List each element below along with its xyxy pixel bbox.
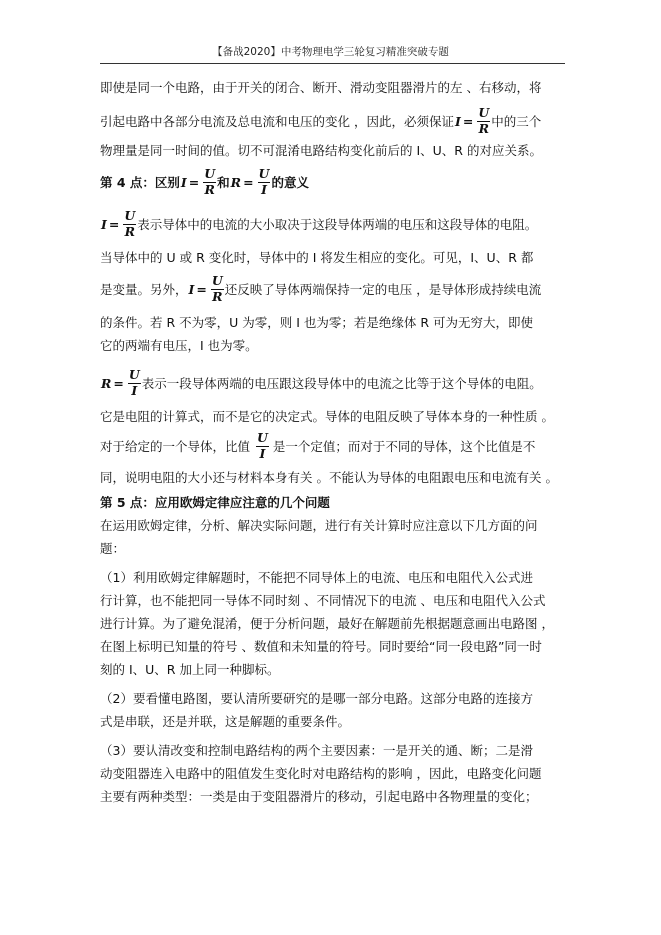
page-header: 【备战2020】中考物理电学三轮复习精准突破专题 [212, 46, 449, 58]
s4-line8: 对于给定的一个导体，比值 $\frac{U}{I}$ 是一个定值；而对于不同的导体，这个比值是不 [100, 430, 536, 461]
s5-item2-line1: （2）要看懂电路图，要认清所要研究的是哪一部分电路。这部分电路的连接方 [100, 691, 533, 706]
header-rule [100, 63, 565, 64]
document-body [100, 72, 570, 806]
formula-i-eq-u-over-r: I = $\frac{U}{R}$ [454, 105, 490, 136]
formula-i-eq-u-over-r: I = $\frac{U}{R}$ [180, 166, 216, 197]
s4-line5: 它的两端有电压，I 也为零。 [100, 338, 258, 353]
s4-line7: 它是电阻的计算式，而不是它的决定式。导体的电阻反映了导体本身的一种性质 。 [100, 409, 554, 424]
s4-line3: 是变量。另外， I = $\frac{U}{R}$ 还反映了导体两端保持一定的电压 ，是导体形成持续电流 [100, 273, 542, 304]
section5-title: 第 5 点：应用欧姆定律应注意的几个问题 [100, 495, 330, 510]
s5-item3-line1: （3）要认清改变和控制电路结构的两个主要因素：一是开关的通、断；二是滑 [100, 743, 533, 758]
formula-i-eq-u-over-r: I = $\frac{U}{R}$ [188, 273, 223, 304]
formula-i-eq-u-over-r: I = $\frac{U}{R}$ [101, 208, 136, 239]
s5-item3-line3: 主要有两种类型：一类是由于变阻器滑片的移动，引起电路中各物理量的变化； [100, 789, 538, 804]
s5-item2-line2: 式是串联，还是并联，这是解题的重要条件。 [100, 714, 351, 729]
s5-item1-line3: 进行计算。为了避免混淆，便于分析问题，最好在解题前先根据题意画出电路图 ， [100, 616, 554, 631]
s4-line4: 的条件。若 R 不为零，U 为零，则 I 也为零；若是绝缘体 R 可为无穷大，即使 [100, 315, 534, 330]
p1-line2: 引起电路中各部分电流及总电流和电压的变化 ，因此，必须保证 I = $\frac{U}{R}$ 中的三个 [100, 105, 542, 136]
s5-item3-line2: 动变阻器连入电路中的阻值发生变化时对电路结构的影响 ，因此，电路变化问题 [100, 766, 542, 781]
s4-line6: R = $\frac{U}{I}$ 表示一段导体两端的电压跟这段导体中的电流之比等于这个导体的电阻。 [101, 367, 542, 398]
s5-item1-line4: 在图上标明已知量的符号 、数值和未知量的符号。同时要给“同一段电路”同一时 [100, 639, 542, 654]
section4-title: 第 4 点：区别 I = $\frac{U}{R}$ 和 R = $\frac{U}{I}$ 的意义 [100, 166, 309, 197]
formula-u-over-i: $\frac{U}{I}$ [257, 430, 268, 461]
s5-item1-line2: 行计算，也不能把同一导体不同时刻 、不同情况下的电流 、电压和电阻代入公式 [100, 593, 546, 608]
formula-r-eq-u-over-i: R = $\frac{U}{I}$ [101, 367, 140, 398]
formula-r-eq-u-over-i: R = $\frac{U}{I}$ [230, 166, 270, 197]
s4-line2: 当导体中的 U 或 R 变化时，导体中的 I 将发生相应的变化。可见，I、U、R 都 [100, 250, 534, 265]
s4-line9: 同，说明电阻的大小还与材料本身有关 。不能认为导体的电阻跟电压和电流有关 。 [100, 470, 558, 485]
s5-item1-line1: （1）利用欧姆定律解题时，不能把不同导体上的电流、电压和电阻代入公式进 [100, 570, 533, 585]
s5-item1-line5: 刻的 I、U、R 加上同一种脚标。 [100, 662, 280, 677]
s4-line1: I = $\frac{U}{R}$ 表示导体中的电流的大小取决于这段导体两端的电压和这段导体的电阻。 [101, 208, 538, 239]
p1-line3: 物理量是同一时间的值。切不可混淆电路结构变化前后的 I、U、R 的对应关系。 [100, 143, 542, 158]
p1-line1: 即使是同一个电路，由于开关的闭合、断开、滑动变阻器滑片的左 、右移动，将 [100, 80, 542, 95]
s5-intro2: 题： [100, 541, 126, 556]
s5-intro1: 在运用欧姆定律，分析、解决实际问题，进行有关计算时应注意以下几方面的问 [100, 518, 538, 533]
